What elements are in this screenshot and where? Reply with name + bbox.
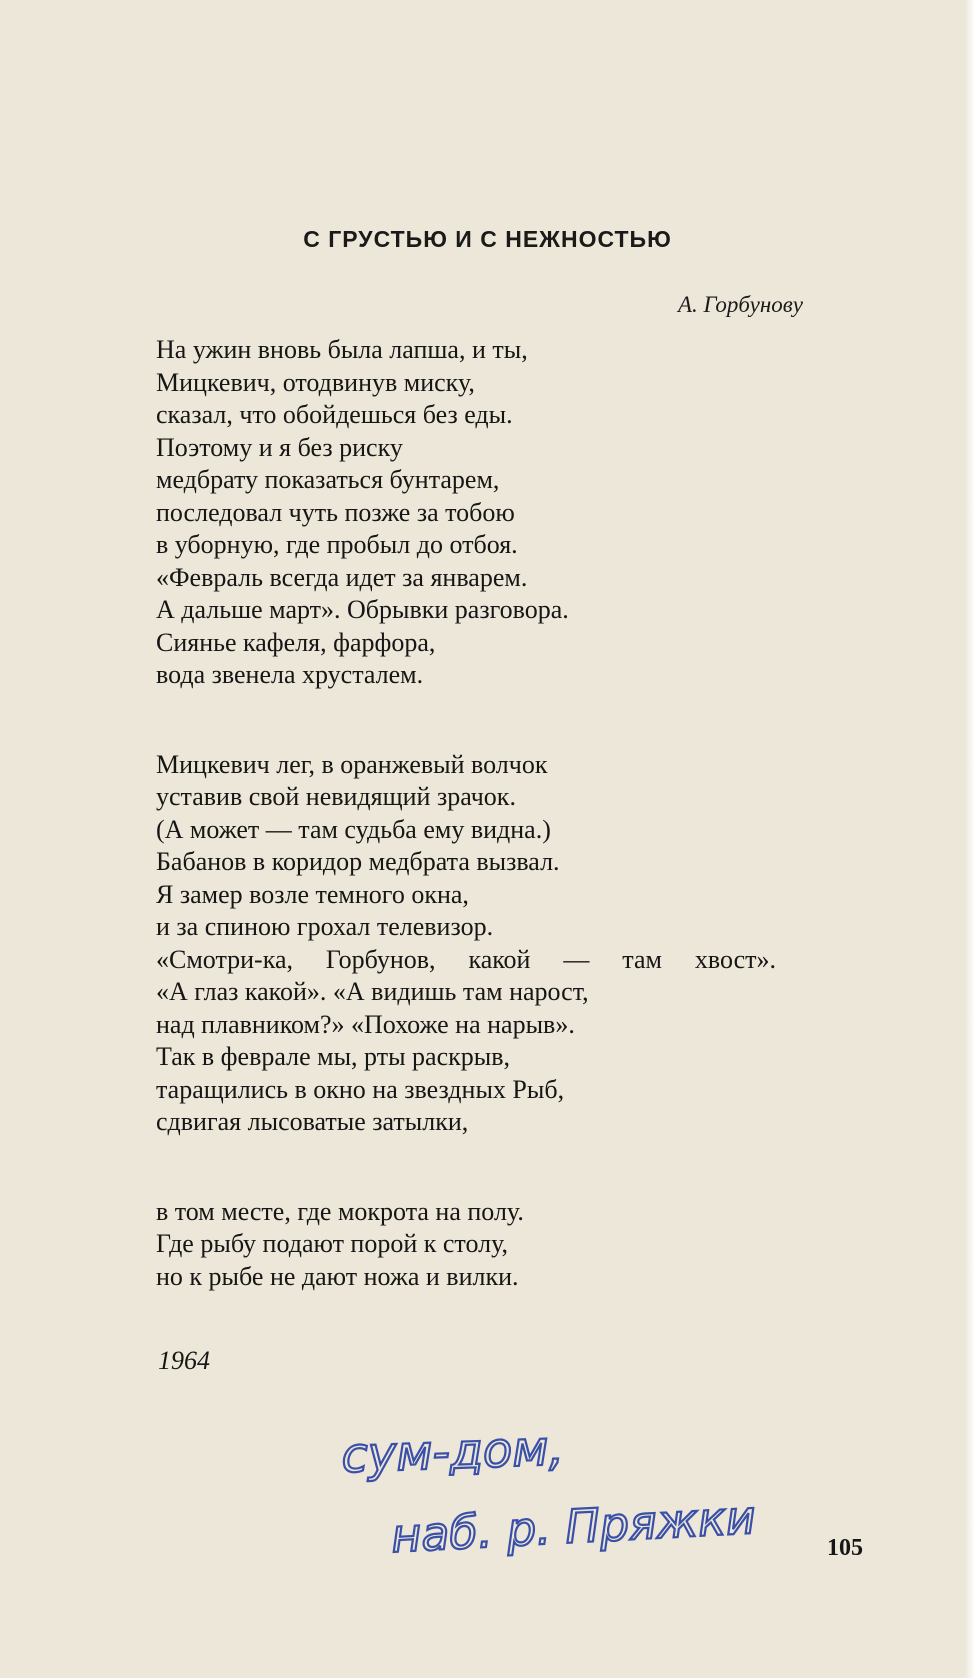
poem-line: в том месте, где мокрота на полу.: [156, 1196, 524, 1226]
poem-line: над плавником?» «Похоже на нарыв».: [156, 1009, 575, 1039]
poem-line: «Смотри-ка, Горбунов, какой — там хвост».: [156, 944, 776, 974]
stanza: [156, 1196, 776, 1294]
poem-line: и за спиною грохал телевизор.: [156, 912, 494, 941]
handwritten-note-line-1: сум-дом,: [340, 1420, 565, 1484]
poem-line: Сиянье кафеля, фарфора,: [156, 627, 436, 657]
poem-title: С ГРУСТЬЮ И С НЕЖНОСТЬЮ: [303, 226, 672, 252]
poem-line: На ужин вновь была лапша, и ты,: [156, 335, 528, 364]
stanza: [156, 749, 776, 1139]
poem-line: Поэтому и я без риску: [156, 432, 403, 462]
poem-line: Так в феврале мы, рты раскрыв,: [156, 1042, 510, 1071]
page-edge: [965, 0, 975, 1678]
handwritten-note-line-2: наб. р. Пряжки: [389, 1489, 757, 1563]
stanza: [156, 334, 776, 692]
page-number: 105: [827, 1535, 863, 1561]
poem-line: в уборную, где пробыл до отбоя.: [156, 530, 518, 559]
handwritten-note: [320, 1410, 840, 1670]
poem-line: Где рыбу подают порой к столу,: [156, 1229, 508, 1258]
poem-line: последовал чуть позже за тобою: [156, 497, 515, 527]
poem-line: сдвигая лысоватые затылки,: [156, 1107, 469, 1136]
poem-line: вода звенела хрусталем.: [156, 660, 424, 689]
poem-line: но к рыбе не дают ножа и вилки.: [156, 1261, 519, 1291]
poem-year: 1964: [158, 1346, 210, 1375]
poem-line: Бабанов в коридор медбрата вызвал.: [156, 847, 560, 876]
poem-body: [156, 334, 776, 1293]
poem-line: Я замер возле темного окна,: [156, 879, 469, 909]
poem-line: таращились в окно на звездных Рыб,: [156, 1074, 565, 1104]
poem-line: «А глаз какой». «А видишь там нарост,: [156, 977, 589, 1006]
poem-line: (А может — там судьба ему видна.): [156, 814, 551, 844]
poem-line: Мицкевич, отодвинув миску,: [156, 367, 475, 397]
poem-line: сказал, что обойдешься без еды.: [156, 400, 513, 429]
poem-line: уставив свой невидящий зрачок.: [156, 782, 516, 811]
poem-line: медбрату показаться бунтарем,: [156, 465, 500, 494]
poem-line: А дальше март». Обрывки разговора.: [156, 595, 569, 624]
poem-line: Мицкевич лег, в оранжевый волчок: [156, 749, 548, 779]
poem-line: «Февраль всегда идет за январем.: [156, 562, 528, 592]
poem-dedication: А. Горбунову: [677, 292, 803, 317]
